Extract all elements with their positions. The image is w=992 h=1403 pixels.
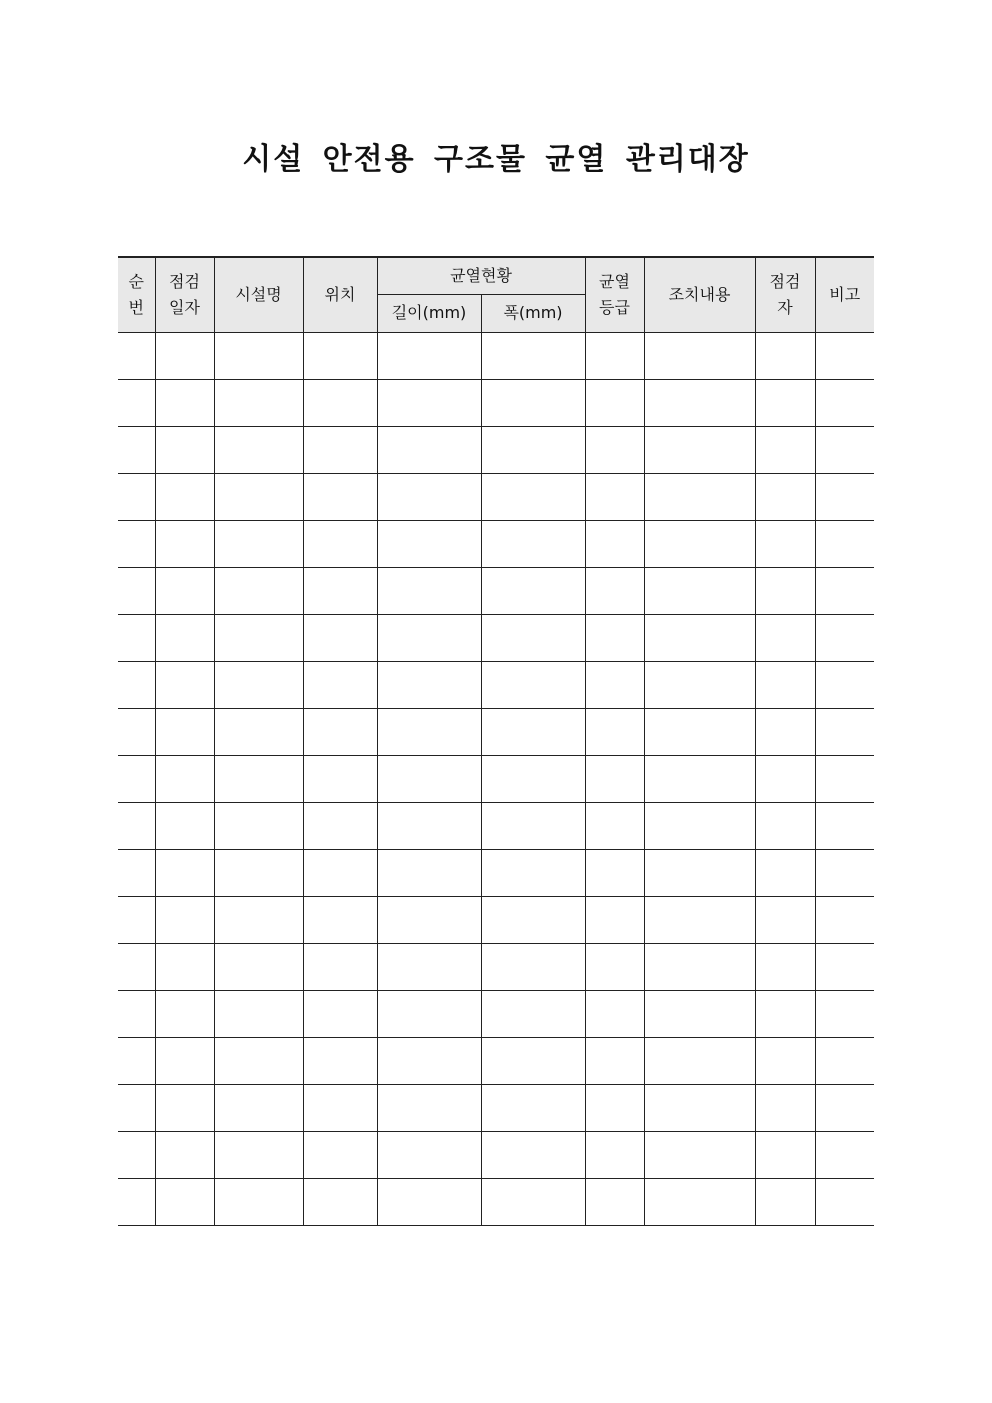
table-cell[interactable] — [155, 567, 214, 614]
table-cell[interactable] — [815, 520, 874, 567]
table-cell[interactable] — [755, 1131, 815, 1178]
table-row — [118, 755, 874, 802]
table-cell[interactable] — [118, 520, 155, 567]
table-cell[interactable] — [644, 661, 755, 708]
table-cell[interactable] — [155, 1037, 214, 1084]
table-cell[interactable] — [155, 426, 214, 473]
table-cell[interactable] — [585, 1084, 644, 1131]
table-header — [118, 257, 874, 332]
table-cell[interactable] — [377, 426, 481, 473]
table-cell[interactable] — [155, 614, 214, 661]
table-cell[interactable] — [155, 755, 214, 802]
table-cell[interactable] — [118, 473, 155, 520]
table-cell[interactable] — [481, 1084, 585, 1131]
table-row — [118, 849, 874, 896]
table-cell[interactable] — [303, 567, 377, 614]
table-cell[interactable] — [644, 896, 755, 943]
table-cell[interactable] — [585, 802, 644, 849]
table-row — [118, 1131, 874, 1178]
table-cell[interactable] — [644, 1131, 755, 1178]
table-cell[interactable] — [815, 473, 874, 520]
table-cell[interactable] — [644, 708, 755, 755]
table-cell[interactable] — [755, 990, 815, 1037]
table-row — [118, 1084, 874, 1131]
table-cell[interactable] — [815, 896, 874, 943]
table-cell[interactable] — [118, 567, 155, 614]
table-cell[interactable] — [481, 426, 585, 473]
table-cell[interactable] — [377, 614, 481, 661]
table-row — [118, 614, 874, 661]
table-cell[interactable] — [585, 379, 644, 426]
table-row — [118, 802, 874, 849]
table-cell[interactable] — [644, 520, 755, 567]
table-cell[interactable] — [815, 1178, 874, 1225]
table-row — [118, 943, 874, 990]
table-cell[interactable] — [214, 708, 303, 755]
table-cell[interactable] — [815, 943, 874, 990]
table-cell[interactable] — [644, 943, 755, 990]
table-cell[interactable] — [377, 849, 481, 896]
table-cell[interactable] — [481, 661, 585, 708]
table-cell[interactable] — [303, 755, 377, 802]
header-length: 길이(mm) — [377, 294, 481, 332]
table-row — [118, 896, 874, 943]
table-cell[interactable] — [303, 708, 377, 755]
table-cell[interactable] — [155, 1084, 214, 1131]
header-seq: 순 번 — [118, 257, 155, 332]
table-cell[interactable] — [755, 708, 815, 755]
table-cell[interactable] — [118, 1131, 155, 1178]
table-cell[interactable] — [755, 1037, 815, 1084]
table-cell[interactable] — [377, 708, 481, 755]
table-cell[interactable] — [214, 1084, 303, 1131]
table-cell[interactable] — [377, 332, 481, 379]
table-cell[interactable] — [155, 379, 214, 426]
table-cell[interactable] — [585, 1178, 644, 1225]
table-cell[interactable] — [303, 990, 377, 1037]
table-cell[interactable] — [755, 1178, 815, 1225]
table-cell[interactable] — [585, 1037, 644, 1084]
table-cell[interactable] — [815, 802, 874, 849]
header-inspector: 점검 자 — [755, 257, 815, 332]
table-cell[interactable] — [303, 849, 377, 896]
header-location: 위치 — [303, 257, 377, 332]
table-cell[interactable] — [377, 1037, 481, 1084]
table-cell[interactable] — [481, 896, 585, 943]
table-cell[interactable] — [755, 426, 815, 473]
table-cell[interactable] — [155, 661, 214, 708]
table-cell[interactable] — [585, 661, 644, 708]
table-body — [118, 332, 874, 1225]
table-cell[interactable] — [585, 520, 644, 567]
table-cell[interactable] — [585, 1131, 644, 1178]
table-row — [118, 332, 874, 379]
table-cell[interactable] — [481, 614, 585, 661]
table-cell[interactable] — [644, 614, 755, 661]
table-cell[interactable] — [644, 332, 755, 379]
table-cell[interactable] — [303, 1131, 377, 1178]
table-cell[interactable] — [755, 614, 815, 661]
table-cell[interactable] — [214, 1131, 303, 1178]
table-cell[interactable] — [155, 332, 214, 379]
table-cell[interactable] — [815, 990, 874, 1037]
table-cell[interactable] — [303, 379, 377, 426]
table-cell[interactable] — [214, 332, 303, 379]
table-cell[interactable] — [585, 896, 644, 943]
table-cell[interactable] — [815, 332, 874, 379]
table-cell[interactable] — [377, 943, 481, 990]
table-cell[interactable] — [481, 708, 585, 755]
document-title: 시설 안전용 구조물 균열 관리대장 — [242, 142, 750, 177]
table-cell[interactable] — [303, 943, 377, 990]
table-cell[interactable] — [585, 567, 644, 614]
table-cell[interactable] — [214, 1037, 303, 1084]
table-cell[interactable] — [644, 990, 755, 1037]
header-crack-grade: 균열 등급 — [585, 257, 644, 332]
table-cell[interactable] — [303, 520, 377, 567]
table-cell[interactable] — [755, 520, 815, 567]
table-cell[interactable] — [214, 896, 303, 943]
table-cell[interactable] — [118, 1037, 155, 1084]
table-cell[interactable] — [815, 426, 874, 473]
table-cell[interactable] — [377, 379, 481, 426]
table-cell[interactable] — [303, 1037, 377, 1084]
table-cell[interactable] — [585, 614, 644, 661]
table-cell[interactable] — [377, 473, 481, 520]
table-cell[interactable] — [585, 332, 644, 379]
table-cell[interactable] — [214, 520, 303, 567]
table-cell[interactable] — [214, 1178, 303, 1225]
table-cell[interactable] — [118, 708, 155, 755]
table-cell[interactable] — [214, 849, 303, 896]
table-cell[interactable] — [303, 426, 377, 473]
table-row — [118, 1037, 874, 1084]
table-cell[interactable] — [118, 990, 155, 1037]
table-cell[interactable] — [303, 896, 377, 943]
table-row — [118, 708, 874, 755]
table-cell[interactable] — [303, 1084, 377, 1131]
table-cell[interactable] — [155, 708, 214, 755]
table-cell[interactable] — [118, 896, 155, 943]
table-cell[interactable] — [377, 1131, 481, 1178]
table-cell[interactable] — [377, 567, 481, 614]
table-cell[interactable] — [481, 755, 585, 802]
table-cell[interactable] — [214, 943, 303, 990]
table-row — [118, 426, 874, 473]
table-cell[interactable] — [377, 896, 481, 943]
table-cell[interactable] — [118, 614, 155, 661]
table-cell[interactable] — [644, 426, 755, 473]
table-cell[interactable] — [644, 567, 755, 614]
table-cell[interactable] — [481, 332, 585, 379]
table-cell[interactable] — [377, 755, 481, 802]
table-cell[interactable] — [155, 943, 214, 990]
table-cell[interactable] — [585, 473, 644, 520]
table-cell[interactable] — [214, 614, 303, 661]
table-cell[interactable] — [118, 849, 155, 896]
table-cell[interactable] — [644, 755, 755, 802]
table-cell[interactable] — [118, 661, 155, 708]
table-cell[interactable] — [585, 426, 644, 473]
table-cell[interactable] — [214, 567, 303, 614]
table-row — [118, 990, 874, 1037]
table-cell[interactable] — [155, 849, 214, 896]
table-cell[interactable] — [118, 943, 155, 990]
table-row — [118, 520, 874, 567]
table-cell[interactable] — [118, 802, 155, 849]
table-cell[interactable] — [644, 1037, 755, 1084]
table-cell[interactable] — [118, 1178, 155, 1225]
table-cell[interactable] — [815, 755, 874, 802]
table-cell[interactable] — [815, 567, 874, 614]
table-row — [118, 379, 874, 426]
table-cell[interactable] — [815, 708, 874, 755]
table-cell[interactable] — [481, 802, 585, 849]
table-cell[interactable] — [118, 332, 155, 379]
table-cell[interactable] — [481, 943, 585, 990]
table-cell[interactable] — [155, 802, 214, 849]
table-cell[interactable] — [585, 849, 644, 896]
table-cell[interactable] — [585, 990, 644, 1037]
table-cell[interactable] — [155, 990, 214, 1037]
table-row — [118, 567, 874, 614]
table-cell[interactable] — [377, 1178, 481, 1225]
table-cell[interactable] — [481, 1178, 585, 1225]
table-cell[interactable] — [481, 1131, 585, 1178]
header-crack-status: 균열현황 — [377, 257, 585, 294]
table-cell[interactable] — [755, 1084, 815, 1131]
table-cell[interactable] — [481, 990, 585, 1037]
table-cell[interactable] — [118, 755, 155, 802]
table-cell[interactable] — [755, 802, 815, 849]
table-cell[interactable] — [214, 379, 303, 426]
table-cell[interactable] — [755, 661, 815, 708]
table-cell[interactable] — [644, 1178, 755, 1225]
table-cell[interactable] — [303, 473, 377, 520]
table-cell[interactable] — [214, 473, 303, 520]
table-cell[interactable] — [585, 755, 644, 802]
table-cell[interactable] — [155, 520, 214, 567]
table-row — [118, 473, 874, 520]
table-cell[interactable] — [755, 896, 815, 943]
table-cell[interactable] — [118, 379, 155, 426]
table-cell[interactable] — [815, 379, 874, 426]
table-cell[interactable] — [815, 1037, 874, 1084]
table-row — [118, 1178, 874, 1225]
table-cell[interactable] — [214, 755, 303, 802]
table-cell[interactable] — [481, 567, 585, 614]
table-cell[interactable] — [303, 1178, 377, 1225]
table-cell[interactable] — [644, 379, 755, 426]
header-remarks: 비고 — [815, 257, 874, 332]
table-row — [118, 661, 874, 708]
table-cell[interactable] — [214, 990, 303, 1037]
table-cell[interactable] — [481, 473, 585, 520]
table-cell[interactable] — [481, 520, 585, 567]
table-cell[interactable] — [377, 1084, 481, 1131]
table-cell[interactable] — [214, 802, 303, 849]
table-cell[interactable] — [303, 661, 377, 708]
table-cell[interactable] — [303, 332, 377, 379]
table-cell[interactable] — [815, 849, 874, 896]
table-cell[interactable] — [155, 1178, 214, 1225]
header-action-details: 조치내용 — [644, 257, 755, 332]
table-cell[interactable] — [118, 426, 155, 473]
table-cell[interactable] — [118, 1084, 155, 1131]
table-cell[interactable] — [214, 661, 303, 708]
table-cell[interactable] — [377, 802, 481, 849]
header-facility-name: 시설명 — [214, 257, 303, 332]
table-cell[interactable] — [755, 943, 815, 990]
table-cell[interactable] — [303, 614, 377, 661]
table-cell[interactable] — [755, 332, 815, 379]
table-cell[interactable] — [644, 1084, 755, 1131]
table-cell[interactable] — [815, 614, 874, 661]
table-cell[interactable] — [644, 802, 755, 849]
table-cell[interactable] — [755, 567, 815, 614]
table-cell[interactable] — [303, 802, 377, 849]
table-cell[interactable] — [644, 473, 755, 520]
table-cell[interactable] — [815, 661, 874, 708]
table-cell[interactable] — [155, 896, 214, 943]
table-cell[interactable] — [377, 990, 481, 1037]
header-width: 폭(mm) — [481, 294, 585, 332]
table-cell[interactable] — [585, 708, 644, 755]
table-cell[interactable] — [755, 473, 815, 520]
crack-management-table — [118, 256, 874, 1226]
table-cell[interactable] — [585, 943, 644, 990]
table-cell[interactable] — [644, 849, 755, 896]
table-cell[interactable] — [377, 520, 481, 567]
table-cell[interactable] — [815, 1131, 874, 1178]
table-cell[interactable] — [481, 1037, 585, 1084]
table-cell[interactable] — [755, 849, 815, 896]
table-cell[interactable] — [755, 755, 815, 802]
table-cell[interactable] — [155, 473, 214, 520]
table-cell[interactable] — [481, 379, 585, 426]
table-cell[interactable] — [481, 849, 585, 896]
table-cell[interactable] — [377, 661, 481, 708]
table-cell[interactable] — [755, 379, 815, 426]
table-cell[interactable] — [155, 1131, 214, 1178]
table-cell[interactable] — [214, 426, 303, 473]
header-inspection-date: 점검 일자 — [155, 257, 214, 332]
table-cell[interactable] — [815, 1084, 874, 1131]
